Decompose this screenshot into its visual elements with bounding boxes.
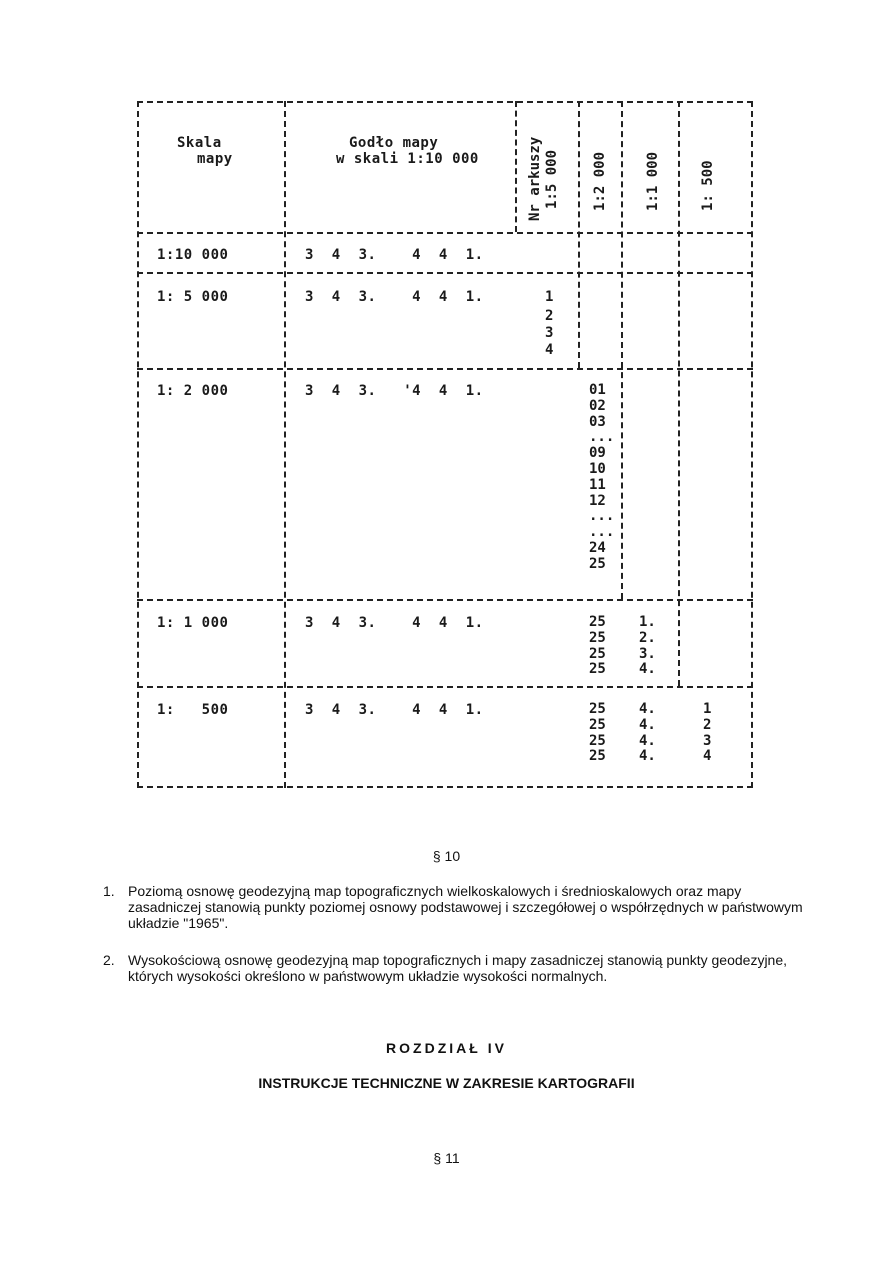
chapter-title: ROZDZIAŁ IV bbox=[386, 1040, 507, 1056]
sheet-ellipsis: ... bbox=[589, 429, 615, 446]
sheet-number: 02 bbox=[589, 397, 606, 414]
header-scale-1000: 1:1 000 bbox=[645, 151, 661, 211]
sheet-number: 10 bbox=[589, 460, 606, 477]
sheet-number: 4. bbox=[639, 701, 656, 717]
sheet-number: 3. bbox=[639, 645, 656, 662]
paragraph-number: 1. bbox=[103, 883, 115, 899]
row-godlo: 3 4 3. 4 4 1. bbox=[305, 247, 484, 263]
sheet-number: 2. bbox=[639, 629, 656, 646]
sheet-numbers-2000 bbox=[589, 383, 614, 573]
table-left-border bbox=[137, 101, 139, 788]
sheet-numbers-1000 bbox=[639, 615, 656, 678]
sheet-numbers-2000 bbox=[589, 702, 606, 765]
sheet-number: 4. bbox=[639, 732, 656, 749]
row-divider bbox=[137, 272, 753, 274]
sheet-number: 1 bbox=[545, 289, 554, 305]
sheet-number: 25 bbox=[589, 555, 606, 572]
header-sheet-number-label: Nr arkuszy bbox=[527, 136, 543, 221]
sheet-number: 25 bbox=[589, 716, 606, 733]
sheet-numbers-1000 bbox=[639, 702, 656, 765]
section-10-heading: § 10 bbox=[432, 848, 461, 864]
sheet-number: 4 bbox=[703, 748, 712, 765]
sheet-number: 25 bbox=[589, 614, 606, 630]
sheet-number: 1. bbox=[639, 614, 656, 630]
sheet-number: 4. bbox=[639, 748, 656, 765]
column-divider bbox=[284, 101, 286, 788]
sheet-numbers-2000 bbox=[589, 615, 606, 678]
row-scale-label: 1:10 000 bbox=[157, 247, 229, 263]
sheet-number: 3 bbox=[703, 732, 712, 749]
row-divider bbox=[137, 368, 753, 370]
row-scale-label: 1: 500 bbox=[157, 702, 229, 718]
header-scale-line2: mapy bbox=[197, 151, 233, 167]
sheet-number: 12 bbox=[589, 492, 606, 509]
column-divider bbox=[578, 101, 580, 368]
header-scale-5000: 1:5 000 bbox=[544, 149, 560, 209]
sheet-number: 01 bbox=[589, 382, 606, 398]
map-sheet-table bbox=[137, 101, 753, 788]
paragraph-text: Poziomą osnowę geodezyjną map topograficznych wielkoskalowych i średnioskalowych oraz mapy zasadniczej stanowią punkty poziomej osnowy podstawowej i szczegółowej o współrzędnych w państwowym układzie "1965". bbox=[128, 883, 803, 931]
header-godlo-line1: Godło mapy bbox=[349, 135, 439, 151]
paragraph-text: Wysokościową osnowę geodezyjną map topograficznych i mapy zasadniczej stanowią punkty geodezyjne, których wysokości określono w państwowym układzie wysokości normalnych. bbox=[128, 952, 788, 984]
row-godlo: 3 4 3. 4 4 1. bbox=[305, 289, 484, 305]
sheet-numbers-500 bbox=[703, 702, 711, 765]
paragraph-number: 2. bbox=[103, 952, 115, 968]
sheet-number: 2 bbox=[703, 716, 712, 733]
sheet-number: 4. bbox=[639, 661, 656, 678]
sheet-number: 3 bbox=[545, 325, 554, 341]
sheet-number: 2 bbox=[545, 308, 554, 324]
row-scale-label: 1: 5 000 bbox=[157, 289, 229, 305]
column-divider bbox=[515, 101, 517, 232]
row-scale-label: 1: 1 000 bbox=[157, 615, 229, 631]
section-11-heading: § 11 bbox=[433, 1150, 460, 1166]
chapter-subtitle: INSTRUKCJE TECHNICZNE W ZAKRESIE KARTOGRAFII bbox=[258, 1075, 635, 1091]
header-godlo-line2: w skali 1:10 000 bbox=[336, 151, 479, 167]
header-scale-500: 1: 500 bbox=[700, 160, 716, 211]
row-divider bbox=[137, 599, 753, 601]
sheet-number: 25 bbox=[589, 645, 606, 662]
row-godlo: 3 4 3. 4 4 1. bbox=[305, 702, 484, 718]
column-divider bbox=[621, 101, 623, 599]
sheet-number: 25 bbox=[589, 748, 606, 765]
sheet-number: 25 bbox=[589, 661, 606, 678]
sheet-number: 4 bbox=[545, 342, 554, 358]
table-bottom-border bbox=[137, 786, 753, 788]
sheet-number: 25 bbox=[589, 629, 606, 646]
sheet-number: 1 bbox=[703, 701, 712, 717]
sheet-number: 11 bbox=[589, 476, 606, 493]
sheet-number: 25 bbox=[589, 701, 606, 717]
sheet-number: 25 bbox=[589, 732, 606, 749]
header-scale-line1: Skala bbox=[177, 135, 222, 151]
header-scale-2000: 1:2 000 bbox=[592, 151, 608, 211]
sheet-number: 03 bbox=[589, 413, 606, 430]
sheet-ellipsis: ... bbox=[589, 524, 615, 541]
table-right-border bbox=[751, 101, 753, 788]
sheet-ellipsis: ... bbox=[589, 508, 615, 525]
sheet-numbers-5000 bbox=[545, 289, 553, 359]
sheet-number: 24 bbox=[589, 539, 606, 556]
row-godlo: 3 4 3. '4 4 1. bbox=[305, 383, 484, 399]
table-top-border bbox=[137, 101, 753, 103]
sheet-number: 4. bbox=[639, 716, 656, 733]
sheet-number: 09 bbox=[589, 445, 606, 462]
column-divider bbox=[678, 101, 680, 686]
row-godlo: 3 4 3. 4 4 1. bbox=[305, 615, 484, 631]
row-divider bbox=[137, 686, 753, 688]
row-divider bbox=[137, 232, 753, 234]
row-scale-label: 1: 2 000 bbox=[157, 383, 229, 399]
